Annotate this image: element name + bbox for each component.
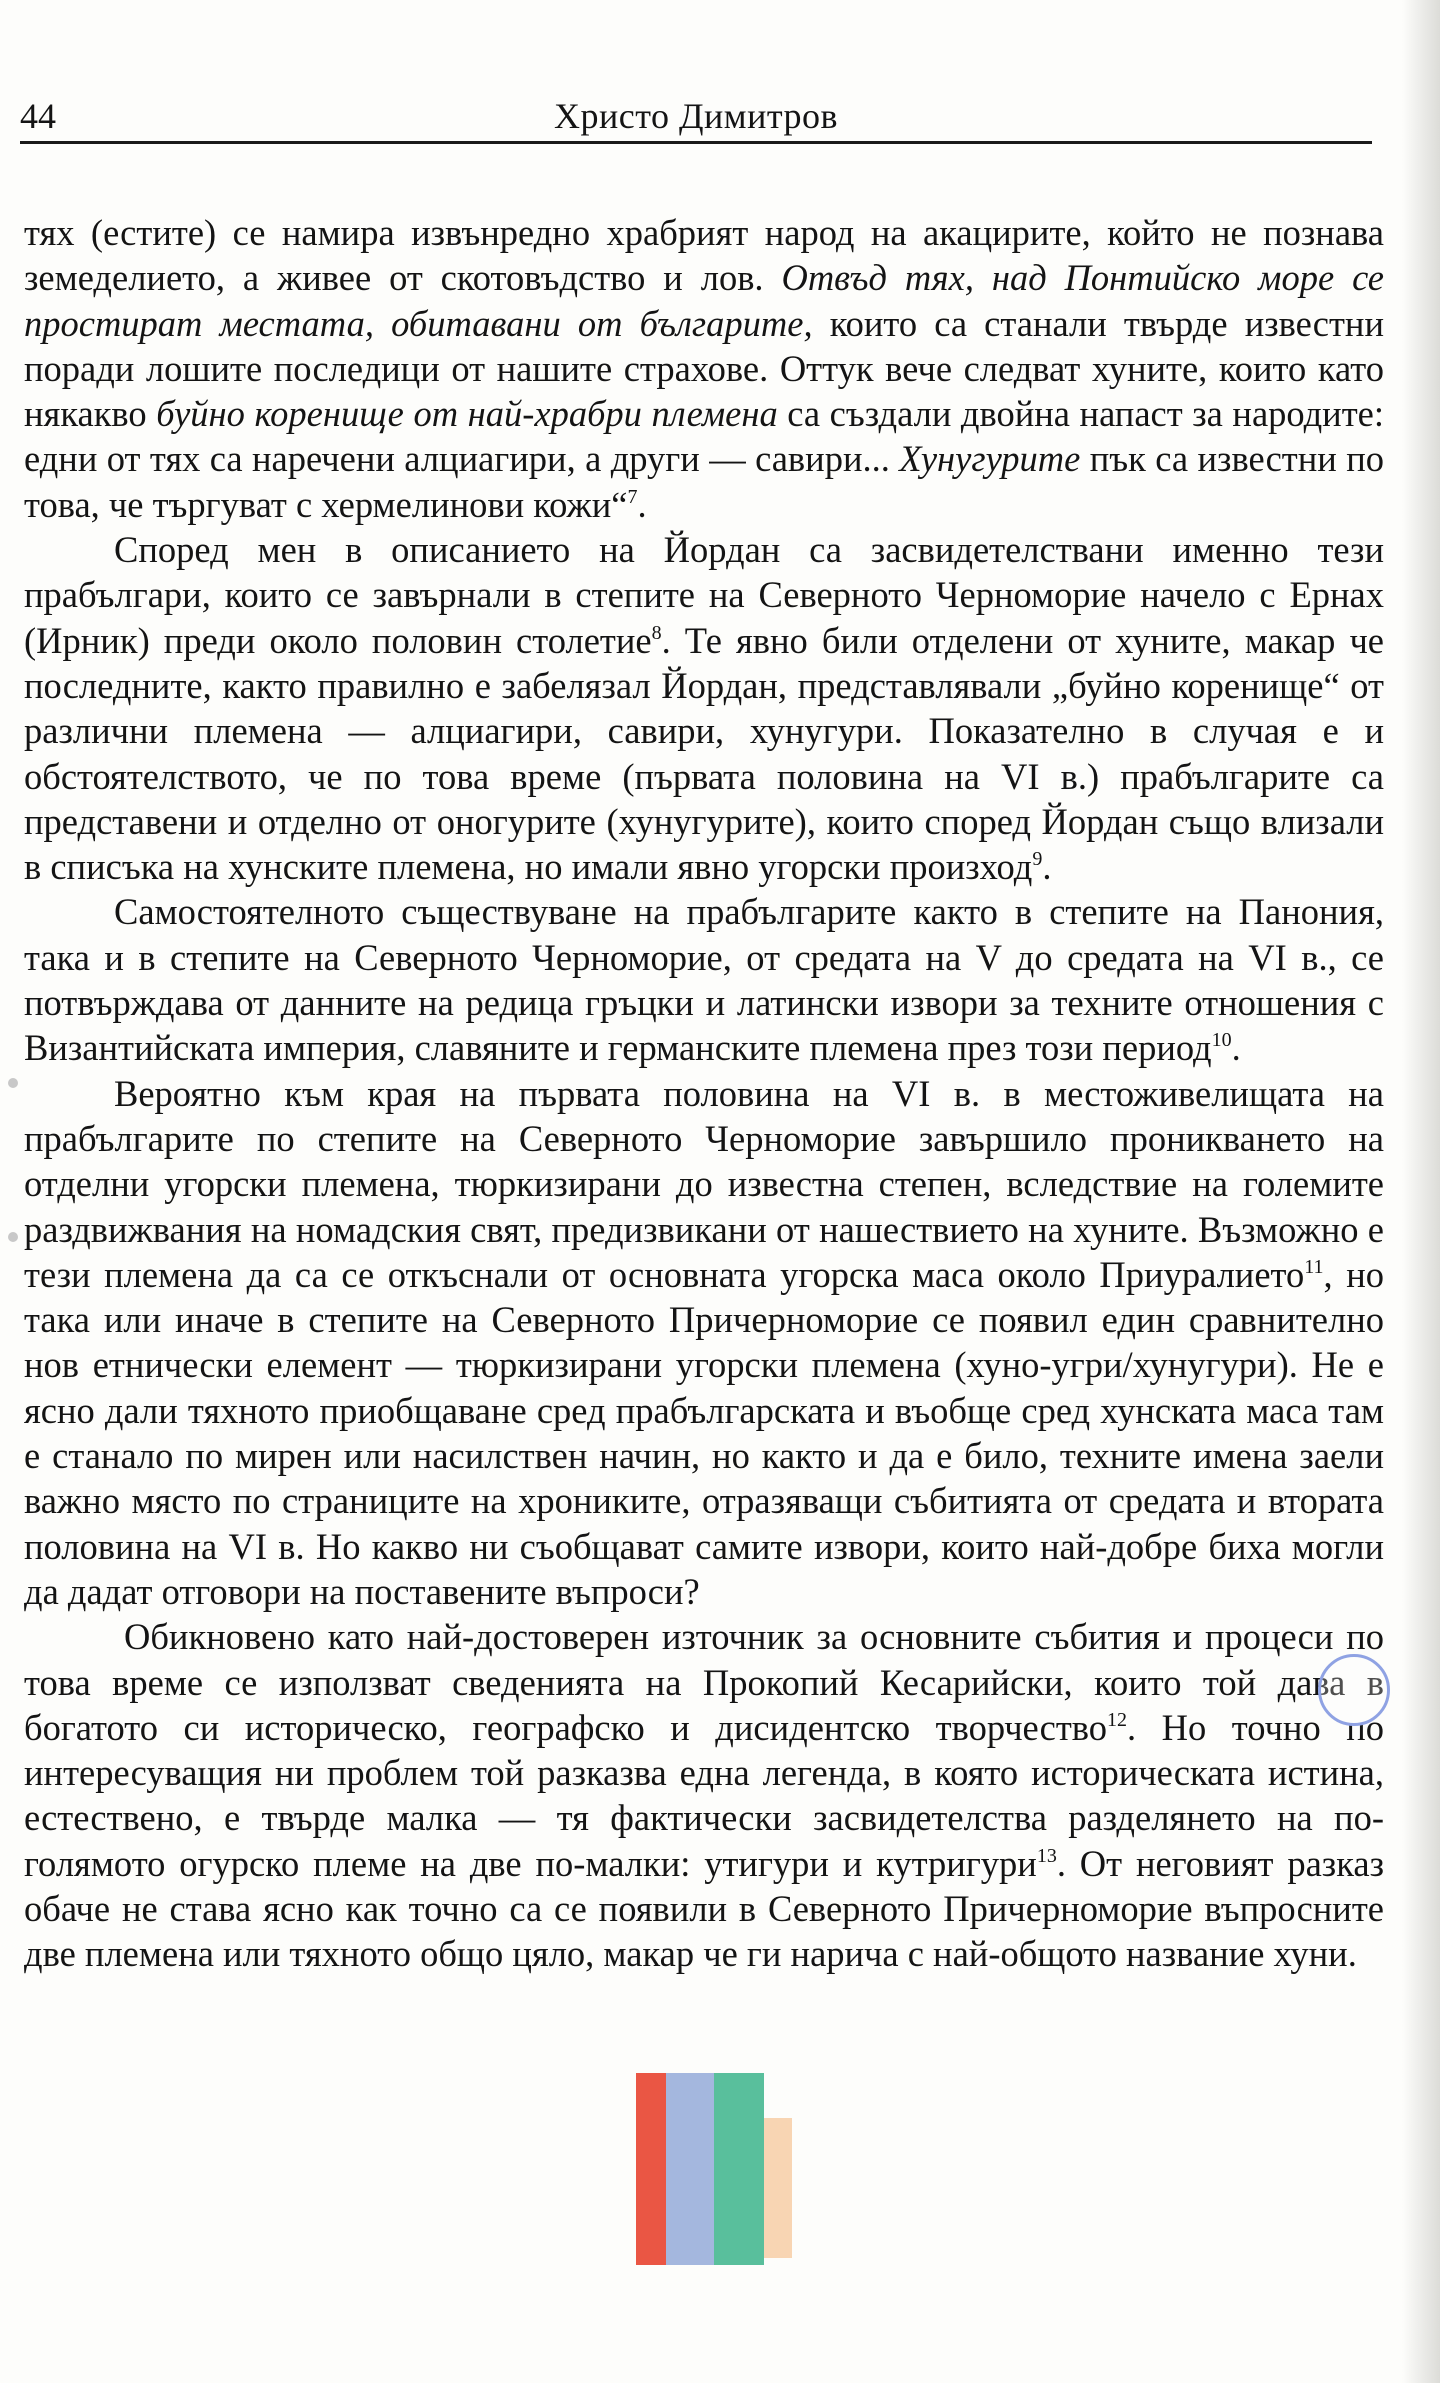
page-number: 44	[20, 96, 56, 136]
bookmark-tab-orange[interactable]	[764, 2118, 792, 2258]
paragraph-5	[24, 1614, 1384, 1976]
text-run: , но така или иначе в степите на Северното Причерноморие се появил един сравнително нов етнически елемент — тюркизирани угорски племена (хуно-угри/хунугури). Не е ясно дали тяхното приобщаване сред прабългарската и въобще сред хунската маса там е станало по мирен или насилствен начин, но както и да е било, техните имена заели важно място по страниците на хрониките, отразяващи събитията от средата и втората половина на VI в. Но какво ни съобщават самите извори, които най-добре биха могли да дадат отговори на поставените въпроси?	[24, 1253, 1384, 1612]
text-run: Обикновено като най-достоверен източник за основните събития и процеси по това време се използват сведенията на Прокопий Кесарийски, които той дава в богатото си историческо, географско и дисидентско творчество	[24, 1616, 1384, 1748]
paragraph-3	[24, 889, 1384, 1070]
italic-quote: Хунугурите	[899, 438, 1081, 480]
bookmark-tab-red[interactable]	[636, 2073, 666, 2265]
text-run: .	[1042, 846, 1052, 888]
paragraph-2	[24, 527, 1384, 889]
text-run: . Но точно по интересуващия ни проблем той разказва една легенда, в която историческата истина, естествено, е твърде малка — тя фактически засвидетелства разделянето на по-голямото огурско племе на две по-малки: утигури и кутригури	[24, 1706, 1384, 1884]
text-run: които са станали твърде известни поради лошите последици от нашите страхове. Оттук вече следват хуните, които като някакво	[24, 302, 1384, 435]
footnote-ref[interactable]: 7	[627, 485, 638, 508]
text-run: Самостоятелното съществуване на прабългарите както в степите на Панония, така и в степите на Северното Черноморие, от средата на V до средата на VI в., се потвърждава от данните на редица гръцки и латински извори за техните отношения с Византийската империя, славяните и германските племена през този период	[24, 891, 1384, 1069]
text-run: .	[1231, 1027, 1241, 1069]
text-run: тях (естите) се намира извънредно храбрият народ на акацирите, който не познава земеделието, а живее от скотовъдство и лов.	[24, 212, 1384, 299]
italic-quote: буйно коренище от най-храбри племена	[156, 393, 778, 435]
footnote-ref[interactable]: 9	[1032, 848, 1043, 871]
text-run: .	[637, 483, 647, 525]
text-run: пък са известни по това, че търгуват с хермелинови кожи“	[24, 438, 1384, 525]
text-run: Според мен в описанието на Йордан са засвидетелствани именно тези прабългари, които се завърнали в степите на Северното Черноморие начело с Ернах (Ирник) преди около половин столетие	[24, 529, 1384, 661]
paragraph-4	[24, 1071, 1384, 1615]
scan-speck	[8, 1232, 18, 1242]
text-body	[24, 210, 1384, 1977]
page-header	[20, 92, 1372, 144]
page-edge-shadow	[1402, 0, 1440, 2383]
footnote-ref[interactable]: 10	[1211, 1029, 1232, 1052]
footnote-ref[interactable]: 13	[1036, 1844, 1057, 1867]
bookmark-tab-green[interactable]	[714, 2073, 764, 2265]
text-run: са създали двойна напаст за народите: едни от тях са наречени алциагири, а други — савири...	[24, 393, 1385, 480]
running-title: Христо Димитров	[553, 96, 839, 136]
floating-action-circle[interactable]	[1318, 1654, 1390, 1726]
text-run: . От неговият разказ обаче не става ясно как точно са се появили в Северното Причерноморие въпросните две племена или тяхното общо цяло, макар че ги нарича с най-общото название хуни.	[24, 1842, 1385, 1975]
footnote-ref[interactable]: 12	[1107, 1708, 1128, 1731]
bookmark-tab-blue[interactable]	[666, 2073, 714, 2265]
footnote-ref[interactable]: 8	[651, 621, 662, 644]
italic-quote: Отвъд тях, над Понтийско море се простират местата, обитавани от българите,	[24, 257, 1384, 344]
text-run: . Те явно били отделени от хуните, макар че последните, както правилно е забелязал Йордан, представлявали „буйно коренище“ от различни племена — алциагири, савири, хунугури. Показателно в случая е и обстоятелството, че по това време (първата половина на VI в.) прабългарите са представени и отделно от оногурите (хунугурите), които според Йордан също влизали в списъка на хунските племена, но имали явно угорски произход	[24, 619, 1385, 888]
scan-speck	[8, 1078, 18, 1088]
text-run: Вероятно към края на първата половина на VI в. в местоживелищата на прабългарите по степите на Северното Черноморие завършило проникването на отделни угорски племена, тюркизирани до известна степен, вследствие на големите раздвижвания на номадския свят, предизвикани от нашествието на хуните. Възможно е тези племена да са се откъснали от основната угорска маса около Приуралието	[24, 1072, 1384, 1295]
paragraph-1	[24, 210, 1384, 527]
footnote-ref[interactable]: 11	[1304, 1255, 1324, 1278]
header-rule	[20, 141, 1372, 144]
